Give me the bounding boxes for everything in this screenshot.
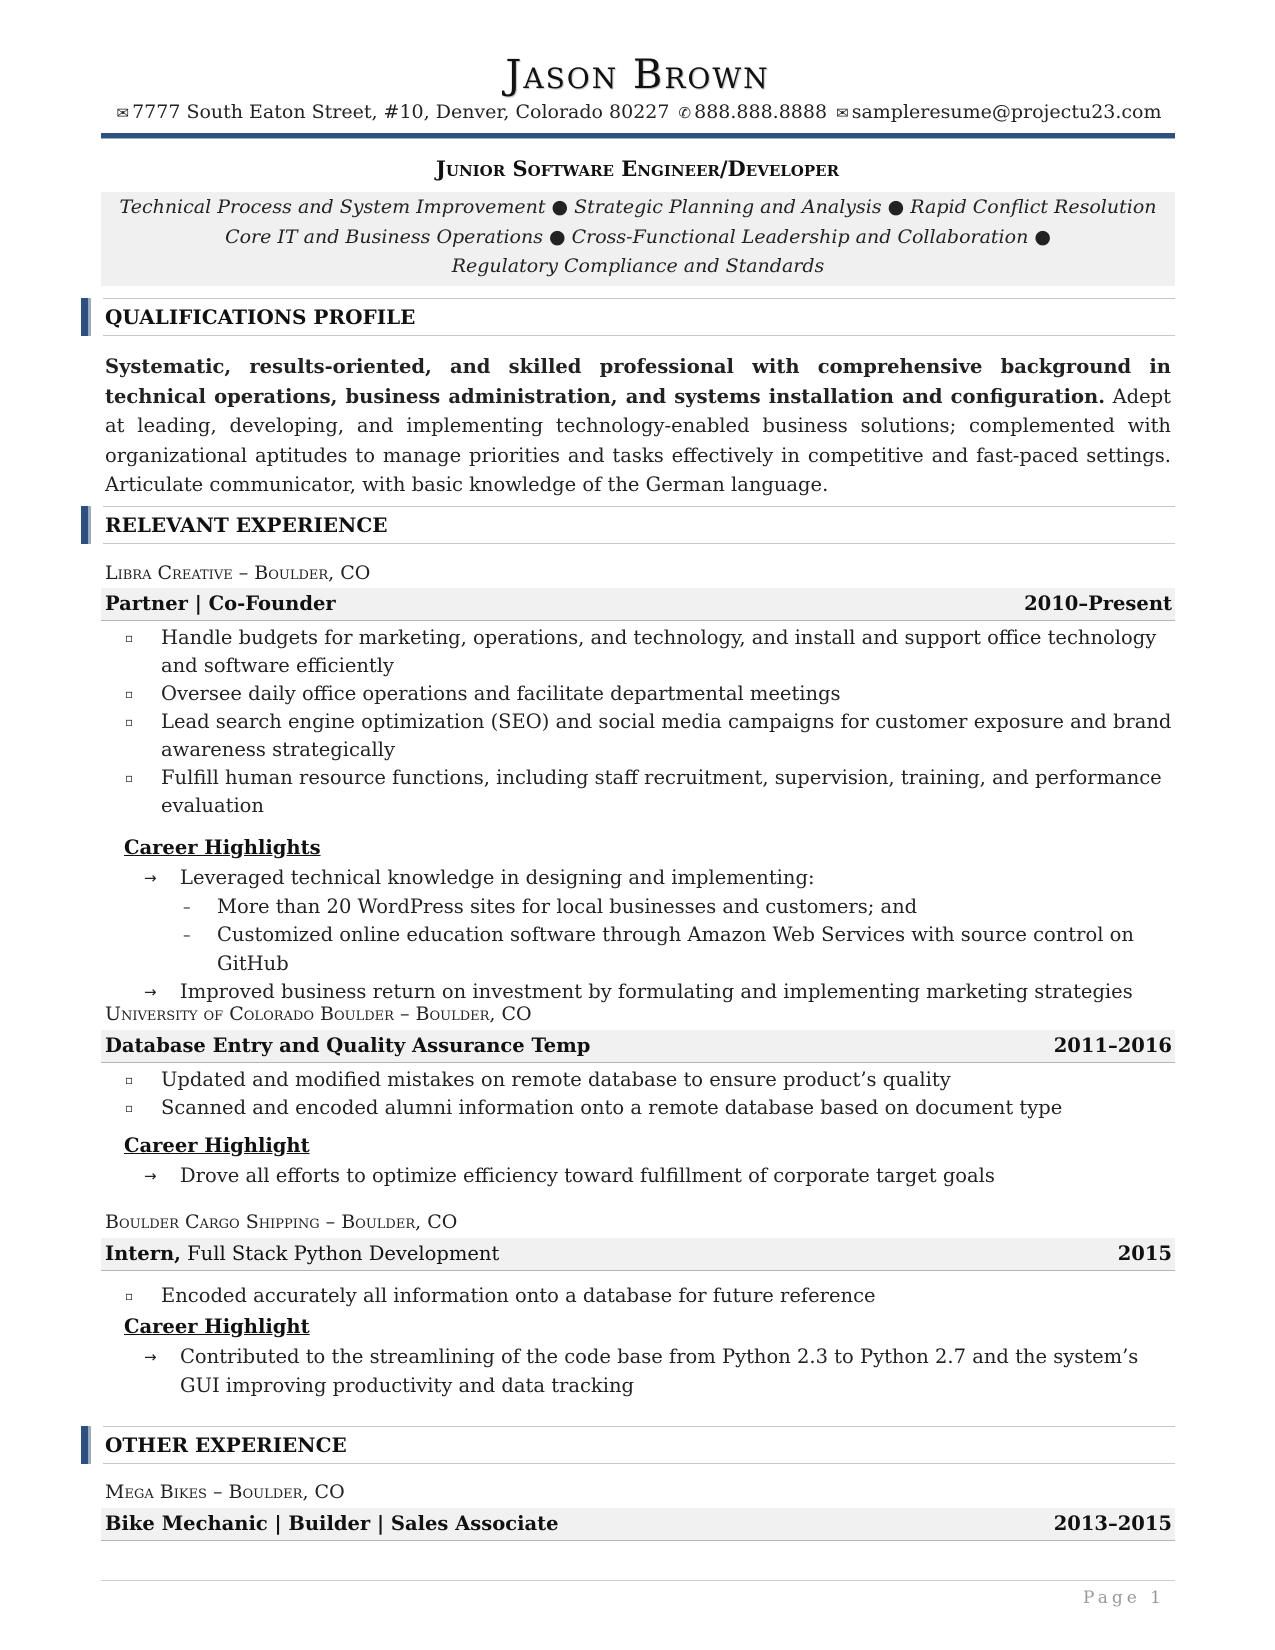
footer-divider [101,1580,1175,1581]
list-item [144,864,1174,978]
section-heading: OTHER EXPERIENCE [105,1433,347,1457]
page-number: Page 1 [1083,1588,1165,1608]
sub-highlights-list [180,893,1174,979]
role-row [101,1508,1175,1541]
list-item-text: Scanned and encoded alumni information onto a remote database based on document type [161,1096,1063,1119]
duties-list [125,1066,1175,1122]
list-item-text: Updated and modified mistakes on remote database to ensure product’s quality [161,1068,951,1091]
bullet-icon: ▫ [125,715,134,729]
career-highlight-heading: Career Highlight [124,1134,310,1157]
role-title-text: Full Stack Python Development [180,1242,500,1265]
list-item [125,1282,1175,1310]
list-item [125,624,1175,680]
section-other-experience [81,1426,1175,1464]
list-item-text: Encoded accurately all information onto a database for future reference [161,1284,876,1307]
employer: Boulder Cargo Shipping – Boulder, CO [105,1211,458,1233]
role-row [101,1030,1175,1063]
list-item-text: Improved business return on investment by formulating and implementing marketing strategies [180,980,1133,1003]
list-item [180,893,1174,922]
section-relevant-experience [81,506,1175,544]
section-accent-bar [81,506,91,544]
employer: Libra Creative – Boulder, CO [105,562,371,584]
list-item [125,764,1175,820]
section-heading: RELEVANT EXPERIENCE [105,513,388,537]
highlights-list [144,864,1174,1007]
bullet-icon: ▫ [125,1073,134,1087]
candidate-name: Jason Brown [505,52,770,98]
list-item-text: Contributed to the streamlining of the code base from Python 2.3 to Python 2.7 and the system’s GUI improving productivity and data tracking [180,1345,1139,1397]
bullet-icon: ▫ [125,771,134,785]
role-title [105,1512,559,1535]
skills-line: Regulatory Compliance and Standards [451,255,825,277]
arrow-icon: → [144,869,157,887]
role-title-text: Database Entry and Quality Assurance Temp [105,1034,591,1057]
email[interactable]: sampleresume@projectu23.com [851,101,1162,123]
role-row [101,1238,1175,1271]
career-highlights-heading: Career Highlights [124,836,321,859]
list-item-text: Drove all efforts to optimize efficiency toward fulfillment of corporate target goals [180,1164,995,1187]
profile-summary [105,352,1171,500]
role-title-bold: Intern, [105,1242,181,1265]
header-divider [101,133,1175,139]
section-rule [103,335,1175,336]
section-qualifications-profile [81,298,1175,336]
role-title [105,592,336,615]
section-rule [103,506,1175,507]
bullet-icon: ▫ [125,1101,134,1115]
bullet-icon: ▫ [125,631,134,645]
role-title [105,1034,590,1057]
role-title [105,1242,499,1265]
role-row [101,588,1175,621]
list-item-text: Oversee daily office operations and facilitate departmental meetings [161,682,841,705]
career-highlight-heading: Career Highlight [124,1315,310,1338]
dash-icon: – [183,897,191,916]
employer: Mega Bikes – Boulder, CO [105,1481,345,1503]
list-item [125,1094,1175,1122]
highlights-list [144,1162,1174,1191]
list-item-text: Lead search engine optimization (SEO) and social media campaigns for customer exposure and brand awareness strategically [161,710,1172,761]
bullet-icon: ▫ [125,1289,134,1303]
section-rule [103,298,1175,299]
list-item [180,921,1174,978]
section-accent-bar [81,298,91,336]
role-title-text: Bike Mechanic | Builder | Sales Associate [105,1512,559,1535]
address: 7777 South Eaton Street, #10, Denver, Colorado 80227 [132,101,670,123]
list-item [125,708,1175,764]
dash-icon: – [183,926,191,944]
list-item [125,680,1175,708]
duties-list [125,1282,1175,1310]
job-title: Junior Software Engineer/Developer [435,156,840,181]
section-rule [103,1426,1175,1427]
list-item-text: Customized online education software through Amazon Web Services with source control on GitHub [217,923,1134,975]
list-item-text: Fulfill human resource functions, including staff recruitment, supervision, training, and performance evaluation [161,766,1162,817]
profile-text: Adept at leading, developing, and implementing technology-enabled business solutions; complemented with organizational aptitudes to manage priorities and tasks effectively in competitive and fast-paced settings. Articulate communicator, with basic knowledge of the German language. [105,384,1171,496]
list-item [144,1162,1174,1191]
arrow-icon: → [144,1167,157,1185]
skills-line: Core IT and Business Operations ● Cross-Functional Leadership and Collaboration ● [225,225,1051,248]
phone: 888.888.8888 [694,101,828,123]
email-icon: ✉ [836,104,849,122]
role-dates: 2010–Present [1024,592,1172,615]
employer: University of Colorado Boulder – Boulder, CO [105,1003,532,1025]
section-heading: QUALIFICATIONS PROFILE [105,305,416,329]
section-rule [103,1463,1175,1464]
skills-line: Technical Process and System Improvement ● Strategic Planning and Analysis ● Rapid Conflict Resolution [119,196,1157,218]
duties-list [125,624,1175,820]
section-rule [103,543,1175,544]
arrow-icon: → [144,1348,157,1366]
list-item [144,1343,1174,1400]
highlights-list [144,1343,1174,1400]
phone-icon: ✆ [678,104,692,122]
skills-summary [101,192,1175,286]
contact-line [0,101,1275,123]
list-item [125,1066,1175,1094]
profile-bold: Systematic, results-oriented, and skilled professional with comprehensive background in technical operations, business administration, and systems installation and configuration. [105,355,1171,408]
role-dates: 2013–2015 [1053,1512,1172,1535]
role-dates: 2011–2016 [1053,1034,1172,1057]
arrow-icon: → [144,983,157,1001]
envelope-icon: ✉ [116,104,130,122]
role-title-text: Partner | Co-Founder [105,592,336,615]
list-item-text: Leveraged technical knowledge in designing and implementing: [180,866,815,889]
role-dates: 2015 [1117,1242,1172,1265]
list-item-text: More than 20 WordPress sites for local businesses and customers; and [217,894,918,918]
section-accent-bar [81,1426,91,1464]
list-item-text: Handle budgets for marketing, operations, and technology, and install and support office technology and software efficiently [161,626,1157,677]
bullet-icon: ▫ [125,687,134,701]
